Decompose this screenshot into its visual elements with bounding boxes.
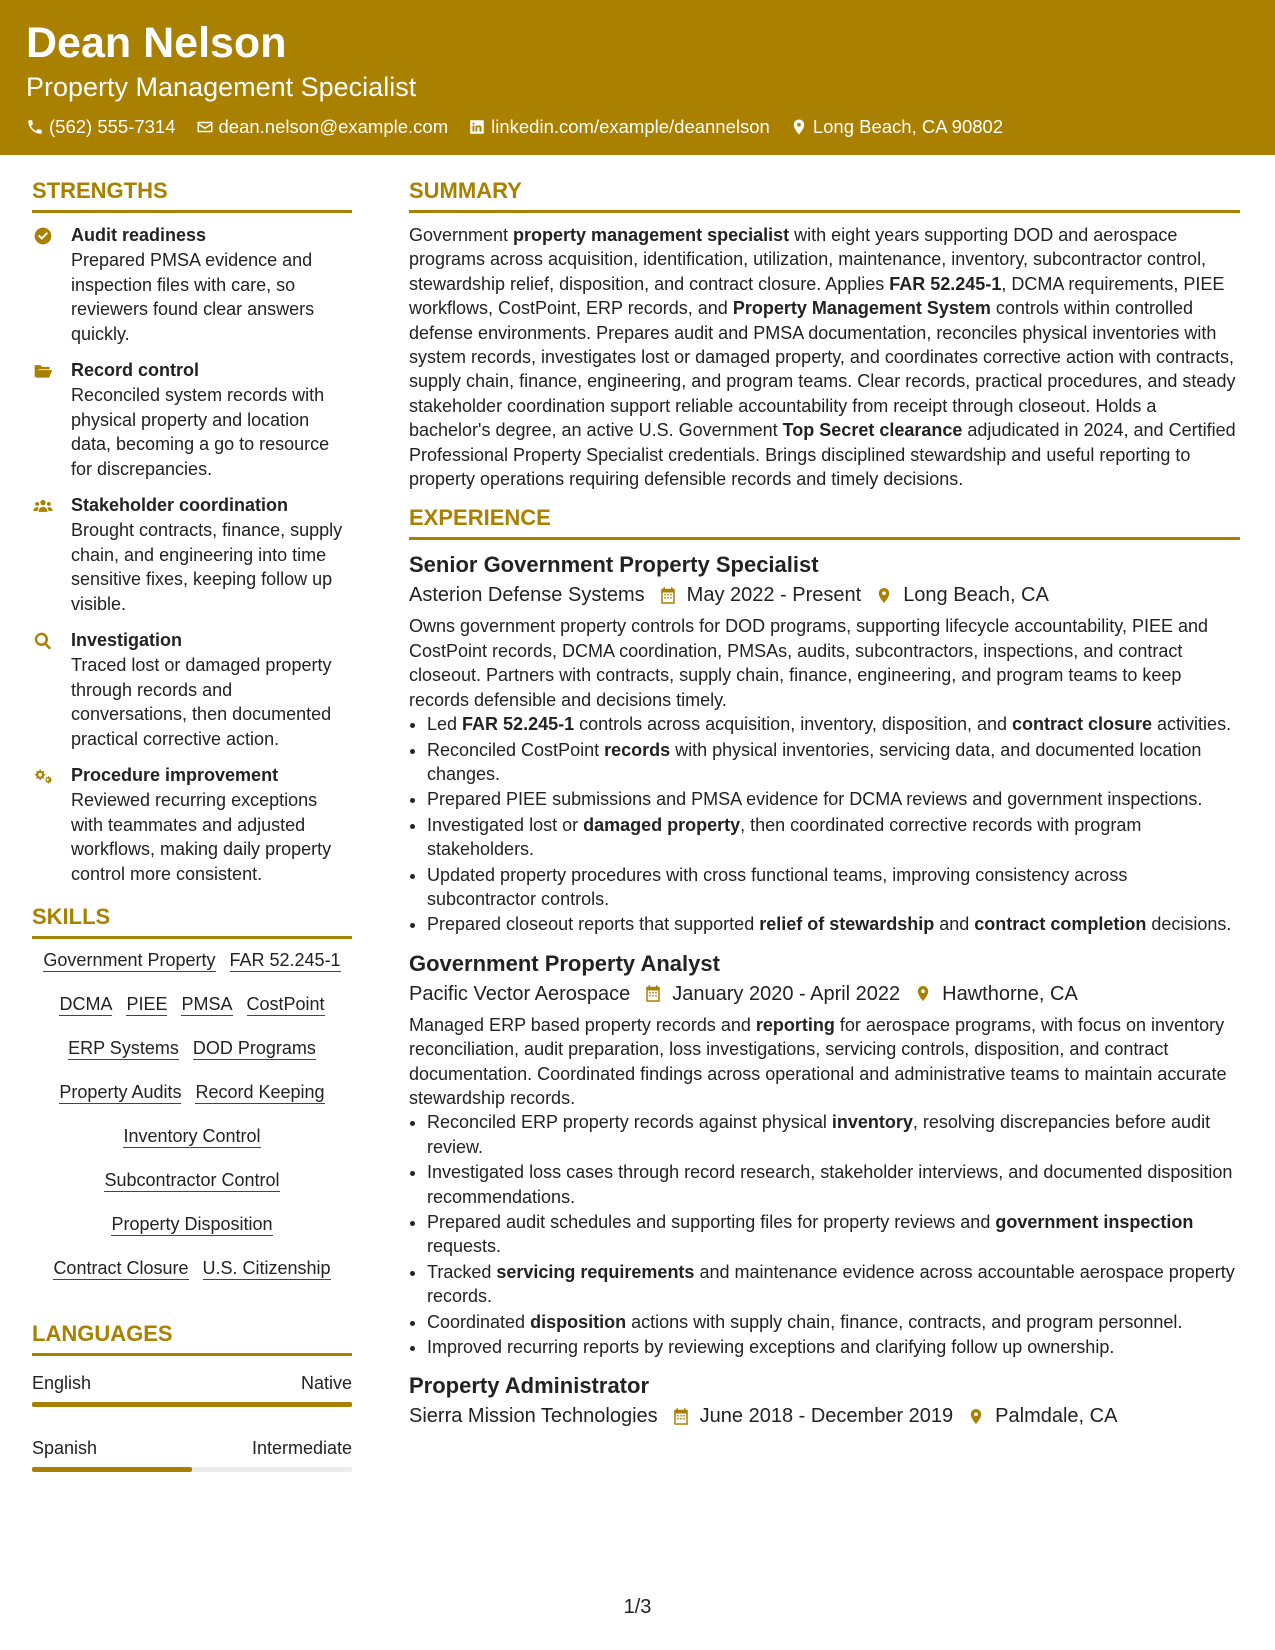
envelope-icon — [196, 118, 214, 136]
job-description: Managed ERP based property records and reporting for aerospace programs, with focus on inventory reconciliation, audit preparation, loss investigations, servicing controls, disposition, and contract documentation. Coordinated findings across operational and administrative teams to maintain accurate stewardship records. — [409, 1014, 1227, 1108]
job-bullet: • Prepared closeout reports that supported relief of stewardship and contract completion decisions. — [427, 912, 1240, 936]
job-meta — [409, 979, 1240, 1009]
job-bullet: • Led FAR 52.245-1 controls across acquisition, inventory, disposition, and contract closure activities. — [427, 712, 1240, 736]
language-bar — [32, 1467, 352, 1472]
job-bullet: • Reconciled CostPoint records with physical inventories, servicing data, and documented location changes. — [427, 738, 1240, 787]
strength-item — [32, 628, 352, 751]
strength-desc: Brought contracts, finance, supply chain, and engineering into time sensitive fixes, keeping follow up visible. — [71, 520, 343, 614]
phone-icon — [26, 118, 44, 136]
map-pin-icon — [967, 1407, 985, 1426]
company-name: Sierra Mission Technologies — [409, 1405, 658, 1428]
users-icon — [32, 496, 54, 516]
job-bullet: • Tracked servicing requirements and maintenance evidence across accountable aerospace property records. — [427, 1260, 1240, 1309]
job-meta — [409, 1401, 1240, 1431]
language-bar-fill — [32, 1467, 192, 1472]
skill-tag: PMSA — [181, 994, 233, 1014]
job-dates: January 2020 - April 2022 — [672, 982, 901, 1005]
skill-tag: U.S. Citizenship — [202, 1258, 331, 1278]
job-bullet: • Prepared PIEE submissions and PMSA evidence for DCMA reviews and government inspections. — [427, 787, 1240, 811]
email-text: dean.nelson@example.com — [218, 116, 449, 137]
job-bullet: • Investigated lost or damaged property, then coordinated corrective records with program stakeholders. — [427, 813, 1240, 862]
language-name: Spanish — [32, 1438, 98, 1458]
contact-location — [790, 116, 1003, 138]
strength-desc: Prepared PMSA evidence and inspection files with care, so reviewers found clear answers quickly. — [71, 250, 315, 344]
page-number: 1/3 — [623, 1596, 652, 1618]
left-column — [32, 175, 352, 1472]
strength-title: Procedure improvement — [71, 765, 279, 785]
language-level: Intermediate — [251, 1438, 352, 1458]
contact-phone[interactable] — [26, 116, 176, 138]
contact-bar — [26, 116, 1003, 138]
linkedin-text: linkedin.com/example/deannelson — [491, 116, 770, 137]
skill-tag: ERP Systems — [68, 1038, 179, 1058]
skill-tag: CostPoint — [246, 994, 325, 1014]
summary-text: Government property management specialist with eight years supporting DOD and aerospace programs across acquisition, identification, utilization, maintenance, inventory, subcontractor control, stewardship relief, disposition, and contract closure. Applies FAR 52.245-1, DCMA requirements, PIEE workflows, CostPoint, ERP records, and Property Management System controls within controlled defense environments. Prepares audit and PMSA documentation, reconciles physical inventories with system records, investigates lost or damaged property, and coordinates corrective action with contracts, supply chain, finance, engineering, and program teams. Clear records, practical procedures, and steady stakeholder coordination support reliable accountability from receipt through closeout. Holds a bachelor's degree, an active U.S. Government Top Secret clearance adjudicated in 2024, and Certified Professional Property Specialist credentials. Brings disciplined stewardship and useful reporting to property operations requiring defensible records and timely decisions. — [409, 225, 1236, 490]
language-bar-fill — [32, 1402, 352, 1407]
strength-title: Audit readiness — [71, 225, 207, 245]
skill-tag: Property Audits — [59, 1082, 182, 1102]
search-icon — [32, 631, 54, 651]
calendar-icon — [644, 984, 662, 1003]
map-pin-icon — [914, 984, 932, 1003]
job-bullet: • Prepared audit schedules and supporting files for property reviews and government inspection requests. — [427, 1210, 1240, 1259]
job-bullet: • Investigated loss cases through record research, stakeholder interviews, and documented disposition recommendations. — [427, 1160, 1240, 1209]
skill-tag: DOD Programs — [192, 1038, 316, 1058]
skill-tag: Government Property — [43, 950, 216, 970]
job-entry — [409, 550, 1240, 936]
strength-item — [32, 763, 352, 886]
job-location: Long Beach, CA — [903, 584, 1049, 607]
job-bullets — [409, 712, 1240, 937]
skill-tag: PIEE — [126, 994, 168, 1014]
check-circle-icon — [32, 226, 54, 246]
language-bar — [32, 1402, 352, 1407]
job-bullet: • Improved recurring reports by reviewing exceptions and clarifying follow up ownership. — [427, 1335, 1240, 1359]
language-item — [32, 1372, 352, 1407]
job-dates: June 2018 - December 2019 — [699, 1405, 954, 1428]
skill-tag: DCMA — [59, 994, 113, 1014]
summary-heading: SUMMARY — [409, 180, 1240, 213]
right-column — [409, 175, 1240, 1435]
job-title: Senior Government Property Specialist — [409, 552, 819, 578]
folder-open-icon — [32, 361, 54, 381]
skill-tag: Inventory Control — [123, 1126, 261, 1146]
skill-tag: Contract Closure — [53, 1258, 189, 1278]
languages-heading: LANGUAGES — [32, 1323, 352, 1356]
linkedin-icon — [468, 118, 486, 136]
job-entry — [409, 1371, 1240, 1431]
job-location: Hawthorne, CA — [942, 982, 1078, 1005]
job-bullets — [409, 1110, 1240, 1359]
gears-icon — [32, 766, 54, 786]
company-name: Asterion Defense Systems — [409, 584, 645, 607]
strength-item — [32, 493, 352, 616]
contact-email[interactable] — [196, 116, 449, 138]
skill-tag: Subcontractor Control — [104, 1170, 280, 1190]
strength-desc: Reviewed recurring exceptions with teammates and adjusted workflows, making daily property control more consistent. — [71, 790, 332, 884]
strength-desc: Traced lost or damaged property through records and conversations, then documented practical corrective action. — [71, 655, 332, 749]
job-bullet: • Updated property procedures with cross functional teams, improving consistency across subcontractor controls. — [427, 863, 1240, 912]
job-description: Owns government property controls for DOD programs, supporting lifecycle accountability, PIEE and CostPoint records, DCMA coordination, PMSAs, audits, subcontractors, inspections, and contract closeout. Partners with contracts, supply chain, finance, engineering, and program teams to keep records defensible and decisions timely. — [409, 616, 1209, 710]
job-bullet: • Reconciled ERP property records against physical inventory, resolving discrepancies before audit review. — [427, 1110, 1240, 1159]
job-title: Government Property Analyst — [409, 950, 720, 976]
contact-linkedin[interactable] — [468, 116, 770, 138]
strength-item — [32, 358, 352, 481]
job-meta — [409, 580, 1240, 610]
strength-title: Investigation — [71, 630, 183, 650]
map-pin-icon — [790, 118, 808, 136]
job-bullet: • Coordinated disposition actions with supply chain, finance, contracts, and program personnel. — [427, 1310, 1240, 1334]
skill-tag: Property Disposition — [111, 1214, 273, 1234]
skill-tag: FAR 52.245-1 — [229, 950, 341, 970]
language-item — [32, 1437, 352, 1472]
candidate-name: Dean Nelson — [26, 19, 287, 67]
language-name: English — [32, 1373, 92, 1393]
map-pin-icon — [875, 586, 893, 605]
strength-title: Stakeholder coordination — [71, 495, 289, 515]
experience-heading: EXPERIENCE — [409, 507, 1240, 540]
skills-heading: SKILLS — [32, 906, 352, 939]
phone-text: (562) 555-7314 — [49, 116, 176, 137]
strength-desc: Reconciled system records with physical property and location data, becoming a go to resource for discrepancies. — [71, 385, 330, 479]
strength-item — [32, 223, 352, 346]
skill-tag: Record Keeping — [195, 1082, 325, 1102]
language-level: Native — [300, 1373, 352, 1393]
job-location: Palmdale, CA — [995, 1405, 1118, 1428]
job-dates: May 2022 - Present — [686, 584, 862, 607]
job-entry — [409, 949, 1240, 1360]
strength-title: Record control — [71, 360, 200, 380]
calendar-icon — [672, 1407, 690, 1426]
job-title: Property Administrator — [409, 1373, 650, 1399]
resume-header — [0, 0, 1275, 155]
candidate-title: Property Management Specialist — [26, 72, 417, 102]
calendar-icon — [659, 586, 677, 605]
strengths-heading: STRENGTHS — [32, 180, 352, 213]
skills-list — [32, 949, 352, 1301]
location-text: Long Beach, CA 90802 — [812, 116, 1004, 137]
company-name: Pacific Vector Aerospace — [409, 982, 631, 1005]
